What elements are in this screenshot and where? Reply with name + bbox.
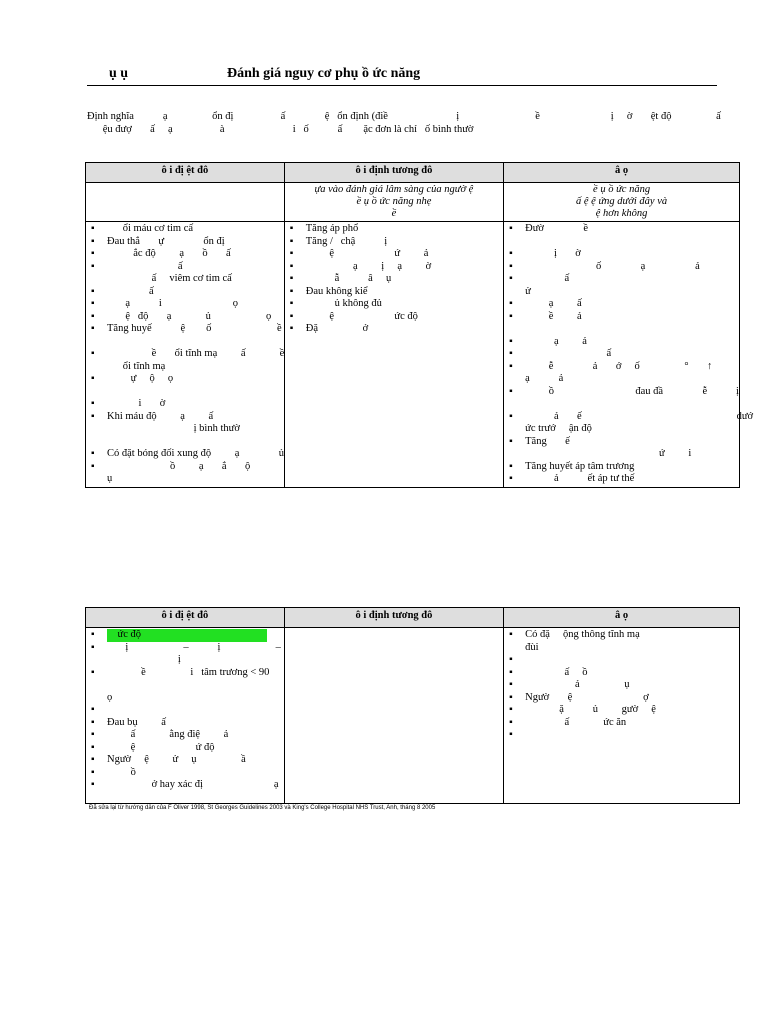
list-item: ▪ Tăng áp phổ: [288, 223, 500, 236]
list-item: ▪ ả ụ: [507, 679, 736, 692]
high-risk-list-2: [89, 629, 281, 792]
list-item: [507, 729, 736, 742]
list-item: ▪ ồ: [89, 767, 281, 780]
low-risk-list-2: [507, 629, 736, 742]
subheader-medium-line: ề ụ ồ ức năng nhẹ: [356, 196, 432, 207]
list-item: ▪ Có đặ ộng thông tĩnh mạ: [507, 629, 736, 642]
medium-risk-cell: [284, 222, 503, 488]
list-item: ▪ ạ i ọ: [89, 298, 281, 311]
list-item: ▪ Đau thắ ự ổn đị: [89, 236, 281, 249]
list-item: ▪ ề i tâm trương < 90: [89, 667, 281, 680]
list-item: ▪ ồ đau đầ ễ ị: [507, 386, 736, 399]
list-item: ▪ ự ộ ọ: [89, 373, 281, 386]
list-item: ụ: [107, 473, 113, 484]
page-title: Đánh giá nguy cơ phụ ồ ức năng: [227, 66, 421, 81]
list-item: ▪ ấ: [507, 348, 736, 361]
list-item: ▪ ố ạ ả: [507, 261, 736, 274]
list-item: ị bình thườ: [107, 423, 240, 434]
list-item: ▪ ấ: [89, 286, 281, 299]
list-item: ▪ ấ ức ăn: [507, 717, 736, 730]
list-item: [89, 679, 281, 692]
list-item: ▪ Đau bụ ấ: [89, 717, 281, 730]
low-risk-list: [507, 223, 754, 486]
list-item: ▪ ặ ủ gườ ệ: [507, 704, 736, 717]
definition-line-2: ệu đượ ấ ạ à i ố ấ ặc đơn là chỉ ố bình thườ: [87, 124, 474, 135]
section-label: ụ ụ: [109, 66, 129, 81]
risk-table-2: [85, 607, 740, 804]
header-medium-risk-2: ô i định tương đô: [284, 608, 503, 628]
list-item: ▪ Khi máu độ ạ ấ: [89, 411, 281, 424]
list-item: ử: [525, 285, 531, 297]
list-item: ức trướ ận độ: [525, 423, 592, 434]
list-item: ▪ ề ả: [507, 311, 736, 324]
list-item: [89, 336, 281, 349]
list-item: ▪ Đặ ở: [288, 323, 500, 336]
definition-line-1: Định nghĩa ạ ổn đị ấ ệ ổn định (điề ị ề ị ờ ệt độ ấ: [87, 111, 721, 122]
list-item: [507, 236, 736, 249]
list-item: [89, 704, 281, 717]
subheader-low-line: ề ụ ồ ức năng: [593, 184, 651, 195]
list-item: ▪ ề ổi tĩnh mạ ấ ề: [89, 348, 281, 361]
list-item: ▪ Có đặt bóng đối xung độ ạ ủ: [89, 448, 281, 461]
list-item: ọ: [107, 691, 113, 703]
list-item: ▪ ị ờ: [507, 248, 736, 261]
list-item: đùi: [525, 641, 539, 653]
header-high-risk-2: ô i đị ệt đô: [86, 608, 285, 628]
list-item: ▪ ẫ â ụ: [288, 273, 500, 286]
list-item: ▪ Tăng / chậ ị: [288, 236, 500, 249]
list-item: ▪ ệ độ ạ ủ ọ: [89, 311, 281, 324]
list-item: ▪ Ngườ ệ ợ: [507, 692, 736, 705]
list-item: ấ viêm cơ tim cấ: [107, 273, 232, 284]
list-item: [89, 386, 281, 399]
list-item: ổi tĩnh mạ: [107, 360, 166, 372]
list-item: ▪ ệ ứ độ: [89, 742, 281, 755]
list-item: ▪ Tăng ế: [507, 436, 736, 449]
list-item: ▪ ắc độ ạ ồ ấ: [89, 248, 281, 261]
risk-table-1: [85, 162, 754, 488]
subheader-empty: [86, 183, 285, 222]
list-item: ▪ ủ không đủ: [288, 298, 500, 311]
medium-risk-list: [288, 223, 500, 336]
list-item: ▪ Đau không kiể: [288, 286, 500, 299]
list-item: ▪ ấ: [507, 273, 736, 286]
list-item: ▪ Tăng huyế ệ ố ề: [89, 323, 281, 336]
list-item: ▪ ồ ạ ắ ộ: [89, 461, 281, 474]
list-item: ▪ ị – ị –: [89, 642, 281, 655]
subheader-low: [504, 183, 740, 222]
high-risk-cell-2: [86, 628, 285, 804]
list-item: ▪ Ngườ ệ ử ụ ầ: [89, 754, 281, 767]
list-item: ▪ ả ế dướ: [507, 411, 736, 424]
header-low-risk: â ọ: [504, 163, 740, 183]
list-item: ị: [107, 654, 181, 665]
low-risk-cell: [504, 222, 754, 488]
list-item: [89, 629, 281, 642]
highlighted-text: ức độ: [107, 629, 267, 642]
list-item: ▪ ễ ả ớ ố ° ↑: [507, 361, 736, 374]
header-high-risk: ô i đị ệt đô: [86, 163, 285, 183]
high-risk-cell: [86, 222, 285, 488]
header-low-risk-2: â ọ: [504, 608, 740, 628]
list-item: ▪ ấ ồ: [507, 667, 736, 680]
list-item: [507, 654, 736, 667]
medium-risk-cell-2: [284, 628, 503, 804]
list-item: ▪ ấ: [89, 261, 281, 274]
footnote: Đã sửa lại từ hướng dẫn của F Oliver 1998, St Georges Guidelines 2003 và King's College Hospital NHS Trust, Anh, tháng 8 2005: [89, 805, 436, 811]
list-item: [507, 398, 736, 411]
list-item: ạ ả: [525, 373, 564, 384]
list-item: ▪ ệ ứ ả: [288, 248, 500, 261]
list-item: ▪ Đườ ề: [507, 223, 736, 236]
definition-paragraph: [87, 110, 721, 136]
list-item: ▪ ả ết áp tư thế: [507, 473, 736, 486]
subheader-medium: [284, 183, 503, 222]
subheader-medium-line: ựa vào đánh giá lâm sàng của ngườ ệ: [314, 184, 474, 195]
low-risk-cell-2: [504, 628, 740, 804]
list-item: [89, 436, 281, 449]
list-item: ▪ ạ ả: [507, 336, 736, 349]
subheader-low-line: ấ ệ ệ ứng dưới đây và: [576, 196, 668, 207]
subheader-medium-line: ề: [391, 208, 397, 219]
list-item: ▪ ở hay xác đị ạ: [89, 779, 281, 792]
list-item: ▪ Tăng huyết áp tâm trương: [507, 461, 736, 474]
high-risk-list: [89, 223, 285, 486]
list-item: ▪ ạ ị ạ ờ: [288, 261, 500, 274]
subheader-low-line: ệ hơn không: [595, 208, 648, 219]
list-item: ▪ ạ ấ: [507, 298, 736, 311]
list-item: [507, 323, 736, 336]
header-medium-risk: ô i định tương đô: [284, 163, 503, 183]
title-row: [87, 66, 717, 86]
list-item: ▪ ệ ức độ: [288, 311, 500, 324]
list-item: ▪ i ờ: [89, 398, 281, 411]
list-item: ▪ ổi máu cơ tim cấ: [89, 223, 281, 236]
list-item: ▪ ấ ằng điệ ả: [89, 729, 281, 742]
list-item: ứ i: [525, 448, 692, 459]
